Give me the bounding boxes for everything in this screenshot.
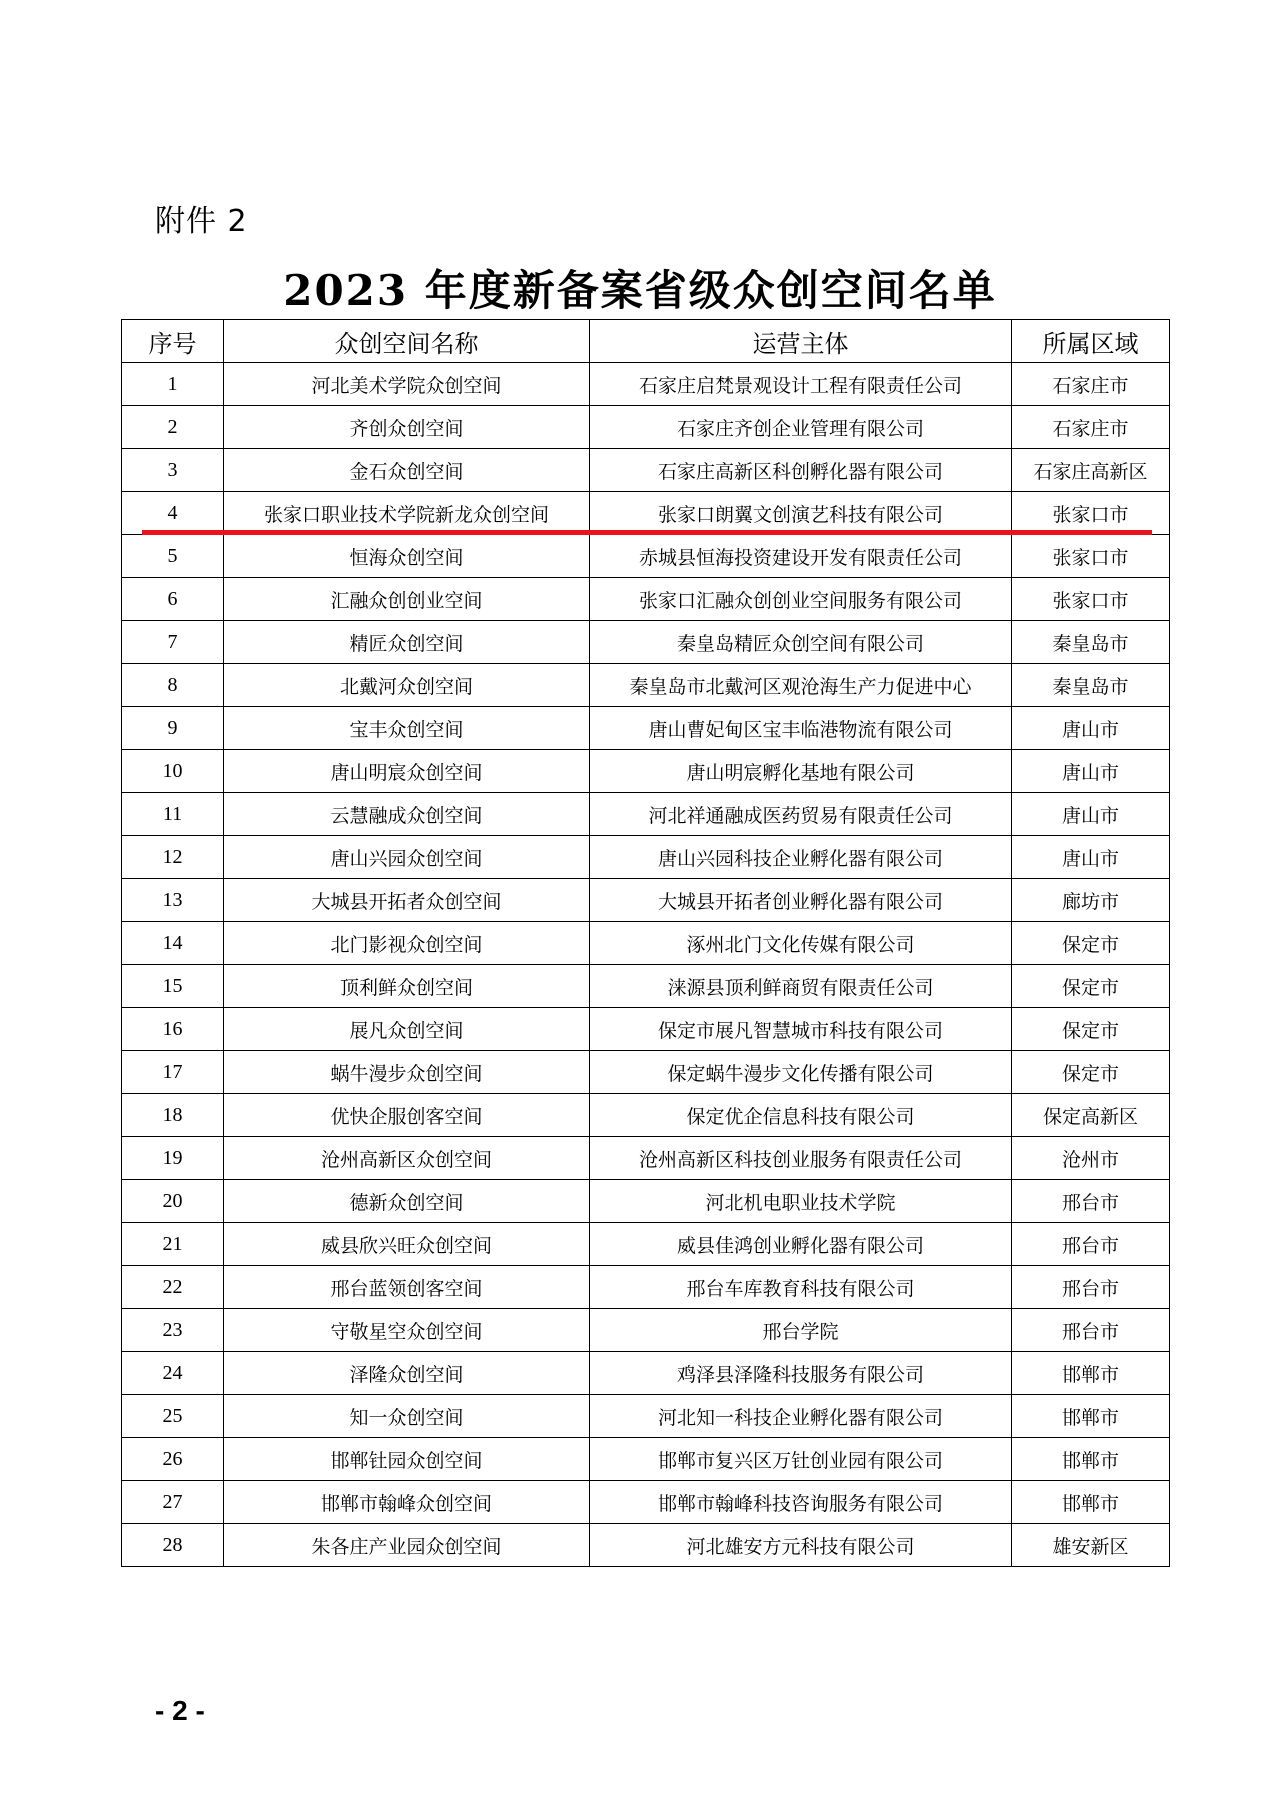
row-index: 5 xyxy=(122,535,224,578)
header-region: 所属区域 xyxy=(1012,320,1170,363)
row-region: 保定市 xyxy=(1012,965,1170,1008)
row-space-name: 汇融众创创业空间 xyxy=(224,578,590,621)
row-operator: 保定蜗牛漫步文化传播有限公司 xyxy=(590,1051,1012,1094)
row-space-name: 北门影视众创空间 xyxy=(224,922,590,965)
row-operator: 石家庄启梵景观设计工程有限责任公司 xyxy=(590,363,1012,406)
row-index: 8 xyxy=(122,664,224,707)
row-index: 10 xyxy=(122,750,224,793)
row-operator: 石家庄齐创企业管理有限公司 xyxy=(590,406,1012,449)
row-space-name: 张家口职业技术学院新龙众创空间 xyxy=(224,492,590,535)
row-space-name: 朱各庄产业园众创空间 xyxy=(224,1524,590,1567)
row-region: 雄安新区 xyxy=(1012,1524,1170,1567)
header-space-name: 众创空间名称 xyxy=(224,320,590,363)
row-space-name: 唐山明宸众创空间 xyxy=(224,750,590,793)
row-space-name: 守敬星空众创空间 xyxy=(224,1309,590,1352)
row-operator: 大城县开拓者创业孵化器有限公司 xyxy=(590,879,1012,922)
row-index: 23 xyxy=(122,1309,224,1352)
row-operator: 唐山曹妃甸区宝丰临港物流有限公司 xyxy=(590,707,1012,750)
row-operator: 河北雄安方元科技有限公司 xyxy=(590,1524,1012,1567)
document-title: 2023 年度新备案省级众创空间名单 xyxy=(283,266,997,315)
table-row xyxy=(122,1481,1170,1524)
row-index: 12 xyxy=(122,836,224,879)
red-highlight-line xyxy=(142,530,1152,535)
row-index: 28 xyxy=(122,1524,224,1567)
table-row xyxy=(122,1094,1170,1137)
row-operator: 威县佳鸿创业孵化器有限公司 xyxy=(590,1223,1012,1266)
row-index: 22 xyxy=(122,1266,224,1309)
row-region: 邯郸市 xyxy=(1012,1352,1170,1395)
row-space-name: 齐创众创空间 xyxy=(224,406,590,449)
row-space-name: 优快企服创客空间 xyxy=(224,1094,590,1137)
table-row xyxy=(122,1180,1170,1223)
row-operator: 邯郸市复兴区万钍创业园有限公司 xyxy=(590,1438,1012,1481)
row-operator: 涿州北门文化传媒有限公司 xyxy=(590,922,1012,965)
table-row xyxy=(122,535,1170,578)
row-operator: 赤城县恒海投资建设开发有限责任公司 xyxy=(590,535,1012,578)
row-operator: 沧州高新区科技创业服务有限责任公司 xyxy=(590,1137,1012,1180)
row-operator: 鸡泽县泽隆科技服务有限公司 xyxy=(590,1352,1012,1395)
table-row xyxy=(122,1137,1170,1180)
table-row xyxy=(122,707,1170,750)
row-region: 邯郸市 xyxy=(1012,1481,1170,1524)
row-region: 唐山市 xyxy=(1012,793,1170,836)
row-index: 17 xyxy=(122,1051,224,1094)
row-region: 石家庄市 xyxy=(1012,363,1170,406)
row-index: 11 xyxy=(122,793,224,836)
row-operator: 河北祥通融成医药贸易有限责任公司 xyxy=(590,793,1012,836)
row-space-name: 德新众创空间 xyxy=(224,1180,590,1223)
table-row xyxy=(122,1223,1170,1266)
row-space-name: 沧州高新区众创空间 xyxy=(224,1137,590,1180)
row-index: 2 xyxy=(122,406,224,449)
table-row xyxy=(122,1395,1170,1438)
table-row xyxy=(122,965,1170,1008)
row-space-name: 云慧融成众创空间 xyxy=(224,793,590,836)
incubator-list-table xyxy=(121,319,1170,1567)
row-region: 邢台市 xyxy=(1012,1223,1170,1266)
row-index: 3 xyxy=(122,449,224,492)
row-region: 邯郸市 xyxy=(1012,1395,1170,1438)
row-operator: 保定市展凡智慧城市科技有限公司 xyxy=(590,1008,1012,1051)
table-row xyxy=(122,363,1170,406)
table-row xyxy=(122,1008,1170,1051)
row-region: 秦皇岛市 xyxy=(1012,621,1170,664)
row-region: 沧州市 xyxy=(1012,1137,1170,1180)
row-space-name: 邯郸钍园众创空间 xyxy=(224,1438,590,1481)
row-operator: 唐山兴园科技企业孵化器有限公司 xyxy=(590,836,1012,879)
table-row xyxy=(122,1051,1170,1094)
header-index: 序号 xyxy=(122,320,224,363)
row-operator: 邢台学院 xyxy=(590,1309,1012,1352)
table-row xyxy=(122,750,1170,793)
row-region: 张家口市 xyxy=(1012,492,1170,535)
table-row xyxy=(122,406,1170,449)
page-number: - 2 - xyxy=(155,1695,205,1726)
row-space-name: 精匠众创空间 xyxy=(224,621,590,664)
row-operator: 唐山明宸孵化基地有限公司 xyxy=(590,750,1012,793)
row-index: 1 xyxy=(122,363,224,406)
row-operator: 河北机电职业技术学院 xyxy=(590,1180,1012,1223)
attachment-label: 附件 2 xyxy=(155,204,248,239)
row-space-name: 展凡众创空间 xyxy=(224,1008,590,1051)
row-space-name: 金石众创空间 xyxy=(224,449,590,492)
row-index: 4 xyxy=(122,492,224,535)
header-operator: 运营主体 xyxy=(590,320,1012,363)
row-space-name: 唐山兴园众创空间 xyxy=(224,836,590,879)
row-index: 20 xyxy=(122,1180,224,1223)
row-region: 邢台市 xyxy=(1012,1266,1170,1309)
row-region: 张家口市 xyxy=(1012,535,1170,578)
table-row xyxy=(122,1266,1170,1309)
row-space-name: 北戴河众创空间 xyxy=(224,664,590,707)
row-region: 唐山市 xyxy=(1012,750,1170,793)
row-operator: 石家庄高新区科创孵化器有限公司 xyxy=(590,449,1012,492)
row-space-name: 威县欣兴旺众创空间 xyxy=(224,1223,590,1266)
row-space-name: 邢台蓝领创客空间 xyxy=(224,1266,590,1309)
row-operator: 河北知一科技企业孵化器有限公司 xyxy=(590,1395,1012,1438)
row-operator: 张家口朗翼文创演艺科技有限公司 xyxy=(590,492,1012,535)
row-region: 唐山市 xyxy=(1012,707,1170,750)
row-space-name: 蜗牛漫步众创空间 xyxy=(224,1051,590,1094)
row-space-name: 顶利鲜众创空间 xyxy=(224,965,590,1008)
row-index: 27 xyxy=(122,1481,224,1524)
row-space-name: 宝丰众创空间 xyxy=(224,707,590,750)
row-operator: 张家口汇融众创创业空间服务有限公司 xyxy=(590,578,1012,621)
table-row xyxy=(122,879,1170,922)
row-region: 廊坊市 xyxy=(1012,879,1170,922)
table-body xyxy=(122,363,1170,1567)
row-region: 石家庄高新区 xyxy=(1012,449,1170,492)
row-index: 7 xyxy=(122,621,224,664)
row-operator: 秦皇岛市北戴河区观沧海生产力促进中心 xyxy=(590,664,1012,707)
table-row xyxy=(122,449,1170,492)
table-header-row xyxy=(122,320,1170,363)
row-space-name: 大城县开拓者众创空间 xyxy=(224,879,590,922)
row-operator: 邢台车库教育科技有限公司 xyxy=(590,1266,1012,1309)
row-region: 张家口市 xyxy=(1012,578,1170,621)
table-row xyxy=(122,1352,1170,1395)
row-region: 保定市 xyxy=(1012,922,1170,965)
row-region: 邢台市 xyxy=(1012,1180,1170,1223)
row-operator: 秦皇岛精匠众创空间有限公司 xyxy=(590,621,1012,664)
row-index: 25 xyxy=(122,1395,224,1438)
row-region: 保定市 xyxy=(1012,1008,1170,1051)
table-row xyxy=(122,793,1170,836)
row-space-name: 泽隆众创空间 xyxy=(224,1352,590,1395)
row-index: 26 xyxy=(122,1438,224,1481)
table-row xyxy=(122,922,1170,965)
row-region: 秦皇岛市 xyxy=(1012,664,1170,707)
table-row xyxy=(122,578,1170,621)
table-row xyxy=(122,1438,1170,1481)
row-index: 19 xyxy=(122,1137,224,1180)
table-row xyxy=(122,1524,1170,1567)
row-index: 18 xyxy=(122,1094,224,1137)
row-region: 邯郸市 xyxy=(1012,1438,1170,1481)
row-index: 16 xyxy=(122,1008,224,1051)
row-index: 13 xyxy=(122,879,224,922)
row-space-name: 知一众创空间 xyxy=(224,1395,590,1438)
row-operator: 邯郸市翰峰科技咨询服务有限公司 xyxy=(590,1481,1012,1524)
row-index: 24 xyxy=(122,1352,224,1395)
row-space-name: 恒海众创空间 xyxy=(224,535,590,578)
row-region: 唐山市 xyxy=(1012,836,1170,879)
table-row xyxy=(122,621,1170,664)
row-region: 保定高新区 xyxy=(1012,1094,1170,1137)
row-region: 邢台市 xyxy=(1012,1309,1170,1352)
table-row xyxy=(122,1309,1170,1352)
row-space-name: 邯郸市翰峰众创空间 xyxy=(224,1481,590,1524)
table-row xyxy=(122,664,1170,707)
row-region: 保定市 xyxy=(1012,1051,1170,1094)
row-index: 6 xyxy=(122,578,224,621)
row-operator: 保定优企信息科技有限公司 xyxy=(590,1094,1012,1137)
row-index: 21 xyxy=(122,1223,224,1266)
row-index: 14 xyxy=(122,922,224,965)
table-row xyxy=(122,836,1170,879)
table-row xyxy=(122,492,1170,535)
row-index: 15 xyxy=(122,965,224,1008)
row-index: 9 xyxy=(122,707,224,750)
row-space-name: 河北美术学院众创空间 xyxy=(224,363,590,406)
row-operator: 涞源县顶利鲜商贸有限责任公司 xyxy=(590,965,1012,1008)
row-region: 石家庄市 xyxy=(1012,406,1170,449)
